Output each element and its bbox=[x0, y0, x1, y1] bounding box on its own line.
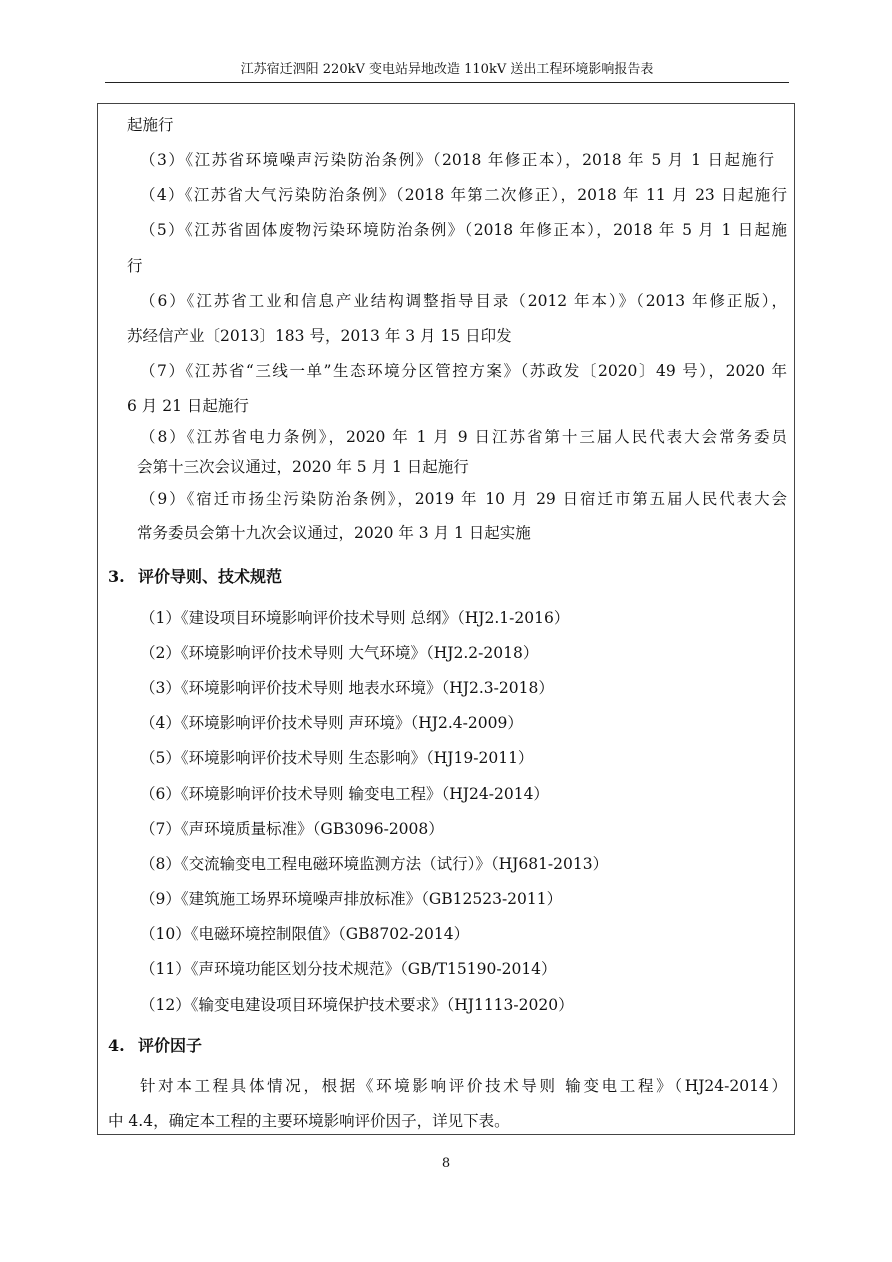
regulation-4: （4）《江苏省大气污染防治条例》（2018 年第二次修正），2018 年 11 月 23 日起施行 bbox=[140, 186, 787, 204]
regulation-8-line-2: 会第十三次会议通过，2020 年 5 月 1 日起施行 bbox=[137, 458, 469, 476]
regulation-8-line-1: （8）《江苏省电力条例》，2020 年 1 月 9 日江苏省第十三届人民代表大会常务委员 bbox=[140, 428, 787, 446]
guideline-9: （9）《建筑施工场界环境噪声排放标准》（GB12523-2011） bbox=[140, 890, 563, 908]
header-divider bbox=[105, 82, 789, 83]
regulation-3: （3）《江苏省环境噪声污染防治条例》（2018 年修正本），2018 年 5 月 1 日起施行 bbox=[140, 151, 774, 169]
section-4-heading bbox=[108, 1036, 202, 1056]
section-3-title: 评价导则、技术规范 bbox=[138, 567, 283, 586]
section-4-number: 4. bbox=[108, 1036, 125, 1055]
guideline-12: （12）《输变电建设项目环境保护技术要求》（HJ1113-2020） bbox=[140, 996, 574, 1014]
regulation-9-line-2: 常务委员会第十九次会议通过，2020 年 3 月 1 日起实施 bbox=[137, 524, 531, 542]
guideline-1: （1）《建设项目环境影响评价技术导则 总纲》（HJ2.1-2016） bbox=[140, 609, 570, 627]
section-4-paragraph-line-2: 中 4.4，确定本工程的主要环境影响评价因子，详见下表。 bbox=[108, 1112, 510, 1130]
guideline-4: （4）《环境影响评价技术导则 声环境》（HJ2.4-2009） bbox=[140, 714, 523, 732]
guideline-8: （8）《交流输变电工程电磁环境监测方法（试行）》（HJ681-2013） bbox=[140, 855, 609, 873]
guideline-10: （10）《电磁环境控制限值》（GB8702-2014） bbox=[140, 925, 470, 943]
guideline-6: （6）《环境影响评价技术导则 输变电工程》（HJ24-2014） bbox=[140, 785, 549, 803]
page-number: 8 bbox=[441, 1156, 451, 1171]
regulation-9-line-1: （9）《宿迁市扬尘污染防治条例》，2019 年 10 月 29 日宿迁市第五届人民代表大会 bbox=[140, 490, 787, 508]
guideline-11: （11）《声环境功能区划分技术规范》（GB/T15190-2014） bbox=[140, 960, 557, 978]
regulation-6-line-1: （6）《江苏省工业和信息产业结构调整指导目录（2012 年本）》（2013 年修正版）， bbox=[140, 292, 787, 310]
section-4-title: 评价因子 bbox=[138, 1036, 203, 1055]
guideline-3: （3）《环境影响评价技术导则 地表水环境》（HJ2.3-2018） bbox=[140, 679, 554, 697]
regulation-continued: 起施行 bbox=[127, 116, 174, 134]
guideline-2: （2）《环境影响评价技术导则 大气环境》（HJ2.2-2018） bbox=[140, 644, 539, 662]
section-3-heading bbox=[108, 567, 282, 587]
regulation-7-line-2: 6 月 21 日起施行 bbox=[127, 397, 249, 415]
regulation-5-line-2: 行 bbox=[127, 257, 143, 275]
regulation-5-line-1: （5）《江苏省固体废物污染环境防治条例》（2018 年修正本），2018 年 5 月 1 日起施 bbox=[140, 221, 787, 239]
regulation-6-line-2: 苏经信产业〔2013〕183 号，2013 年 3 月 15 日印发 bbox=[127, 327, 512, 345]
guideline-5: （5）《环境影响评价技术导则 生态影响》（HJ19-2011） bbox=[140, 749, 534, 767]
regulation-7-line-1: （7）《江苏省“三线一单”生态环境分区管控方案》（苏政发〔2020〕49 号），2020 年 bbox=[140, 362, 787, 380]
guideline-7: （7）《声环境质量标准》（GB3096-2008） bbox=[140, 820, 444, 838]
section-3-number: 3. bbox=[108, 567, 125, 586]
section-4-paragraph-line-1: 针对本工程具体情况，根据《环境影响评价技术导则 输变电工程》（HJ24-2014） bbox=[140, 1077, 787, 1095]
page-header-title: 江苏宿迁泗阳 220kV 变电站异地改造 110kV 送出工程环境影响报告表 bbox=[240, 62, 654, 77]
